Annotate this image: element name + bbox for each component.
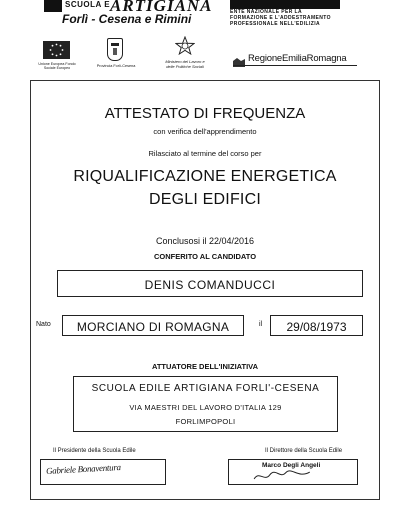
birth-place: MORCIANO DI ROMAGNA xyxy=(76,320,230,334)
certificate-title: ATTESTATO DI FREQUENZA xyxy=(104,105,306,122)
course-title-line-2: DEGLI EDIFICI xyxy=(149,191,261,208)
president-label: Il Presidente della Scuola Edile xyxy=(53,448,136,454)
date-label: il xyxy=(259,321,263,328)
eu-caption: Unione Europea Fondo Sociale Europeo xyxy=(38,62,76,70)
candidate-name: DENIS COMANDUCCI xyxy=(144,278,276,292)
ministry-caption: Ministero del Lavoro e delle Politiche Sociali xyxy=(165,59,205,69)
formedil-caption xyxy=(230,9,360,27)
course-title-line-1: RIQUALIFICAZIONE ENERGETICA xyxy=(73,168,337,185)
region-logo-icon xyxy=(233,54,245,63)
organizer-label: ATTUATORE DELL'INIZIATIVA xyxy=(151,362,259,371)
organizer-address: VIA MAESTRI DEL LAVORO D'ITALIA 129 xyxy=(129,403,282,412)
school-prefix: SCUOLA E xyxy=(65,0,111,9)
region-underline xyxy=(233,65,357,66)
region-name: RegioneEmiliaRomagna xyxy=(248,53,347,64)
italian-republic-emblem-icon xyxy=(175,36,195,56)
birth-date: 29/08/1973 xyxy=(286,320,347,334)
president-signature: Gabriele Bonaventura xyxy=(45,462,121,476)
certificate-subtitle: con verifica dell'apprendimento xyxy=(153,127,257,136)
director-name: Marco Degli Angeli xyxy=(262,462,321,469)
school-name: ARTIGIANA xyxy=(110,0,213,15)
school-logo-mark xyxy=(44,0,62,12)
organizer-city: FORLIMPOPOLI xyxy=(175,417,236,426)
school-location: Forlì - Cesena e Rimini xyxy=(62,12,192,26)
formedil-line-1: ENTE NAZIONALE PER LA xyxy=(230,9,303,15)
conferred-label: CONFERITO AL CANDIDATO xyxy=(153,252,257,261)
formedil-line-2: FORMAZIONE E L'ADDESTRAMENTO xyxy=(230,15,331,21)
formedil-logo-bar xyxy=(230,0,340,9)
organizer-name: SCUOLA EDILE ARTIGIANA FORLI'-CESENA xyxy=(91,383,320,394)
province-crest-icon xyxy=(107,38,123,61)
director-label: Il Direttore della Scuola Edile xyxy=(265,448,343,454)
concluded-date: Conclusosi il 22/04/2016 xyxy=(155,236,255,246)
eu-flag-icon xyxy=(43,41,70,59)
issued-line: Rilasciato al termine del corso per xyxy=(148,149,262,158)
formedil-line-3: PROFESSIONALE NELL'EDILIZIA xyxy=(230,21,321,27)
born-label: Nato xyxy=(36,321,51,328)
province-caption: Provincia Forlì-Cesena xyxy=(96,64,136,68)
